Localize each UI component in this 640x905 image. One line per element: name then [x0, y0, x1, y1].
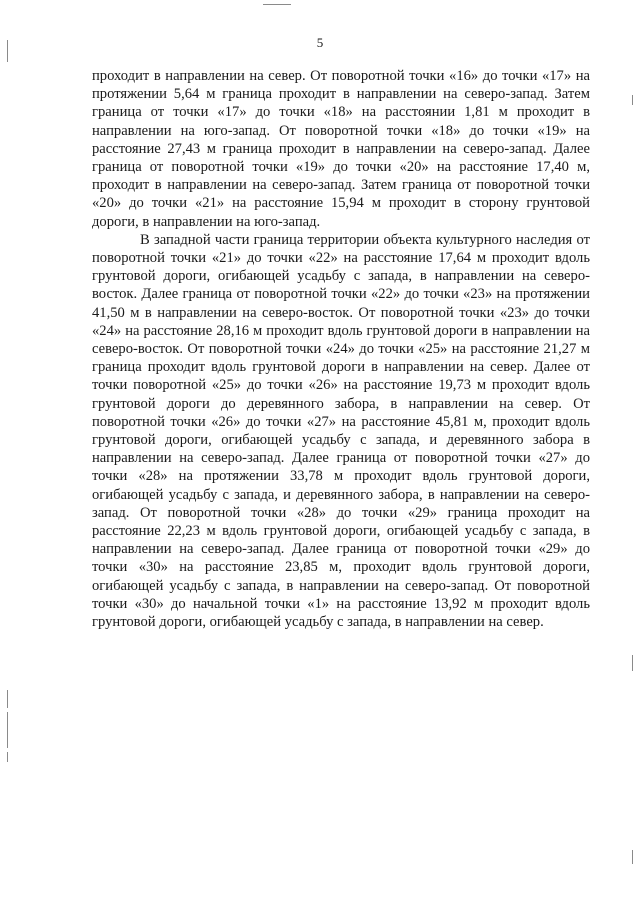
scan-artifact-left — [7, 712, 8, 748]
paragraph-continuation: проходит в направлении на север. От поворотной точки «16» до точки «17» на протяжении 5,64 м граница проходит в направлении на северо-запад. Затем граница от точки «17» до точки «18» на расстоянии 1,81 м проходит в направлении на юго-запад. От поворотной точки «18» до точки «19» на расстояние 27,43 м граница проходит в направлении на северо-запад. Далее граница от поворотной точки «19» до точки «20» на расстояние 17,40 м, проходит в направлении на северо-запад. Затем граница от поворотной точки «20» до точки «21» на расстояние 15,94 м проходит в сторону грунтовой дороги, в направлении на юго-запад. — [92, 68, 590, 230]
scan-artifact-left — [7, 690, 8, 708]
scan-artifact-left — [7, 752, 8, 762]
scan-artifact-right — [632, 655, 633, 671]
scan-artifact-right — [632, 95, 633, 105]
document-body — [92, 67, 590, 631]
scan-artifact-right — [632, 850, 633, 864]
page-number: 5 — [316, 35, 324, 50]
paragraph-western-part: В западной части граница территории объекта культурного наследия от поворотной точки «21» до точки «22» на расстояние 17,64 м проходит вдоль грунтовой дороги, огибающей усадьбу с запада, в направлении на северо-восток. Далее граница от поворотной точки «22» до точки «23» на протяжении 41,50 м в направлении на северо-восток. От поворотной точки «23» до точки «24» на расстояние 28,16 м проходит вдоль грунтовой дороги в направлении на северо-восток. От поворотной точки «24» до точки «25» на расстояние 21,27 м граница проходит вдоль грунтовой дороги в направлении на север. Далее от точки поворотной «25» до точки «26» на расстояние 19,73 м проходит вдоль грунтовой дороги до деревянного забора, в направлении на север. От поворотной точки «26» до точки «27» на расстояние 45,81 м, проходит вдоль грунтовой дороги, огибающей усадьбу с запада, и деревянного забора в направлении на северо-запад. Далее граница от поворотной точки «27» до точки «28» на протяжении 33,78 м проходит вдоль грунтовой дороги, огибающей усадьбу с запада, и деревянного забора, в направлении на северо-запад. От поворотной точки «28» до точки «29» граница проходит на расстояние 22,23 м вдоль грунтовой дороги, огибающей усадьбу с запада, в направлении на северо-запад. Далее граница от поворотной точки «29» до точки «30» на расстояние 23,85 м, проходит вдоль грунтовой дороги, огибающей усадьбу с запада, в направлении на северо-запад. От поворотной точки «30» до начальной точки «1» на расстояние 13,92 м проходит вдоль грунтовой дороги, огибающей усадьбу с запада, в направлении на север. — [92, 231, 590, 631]
scan-artifact-top — [263, 4, 291, 5]
